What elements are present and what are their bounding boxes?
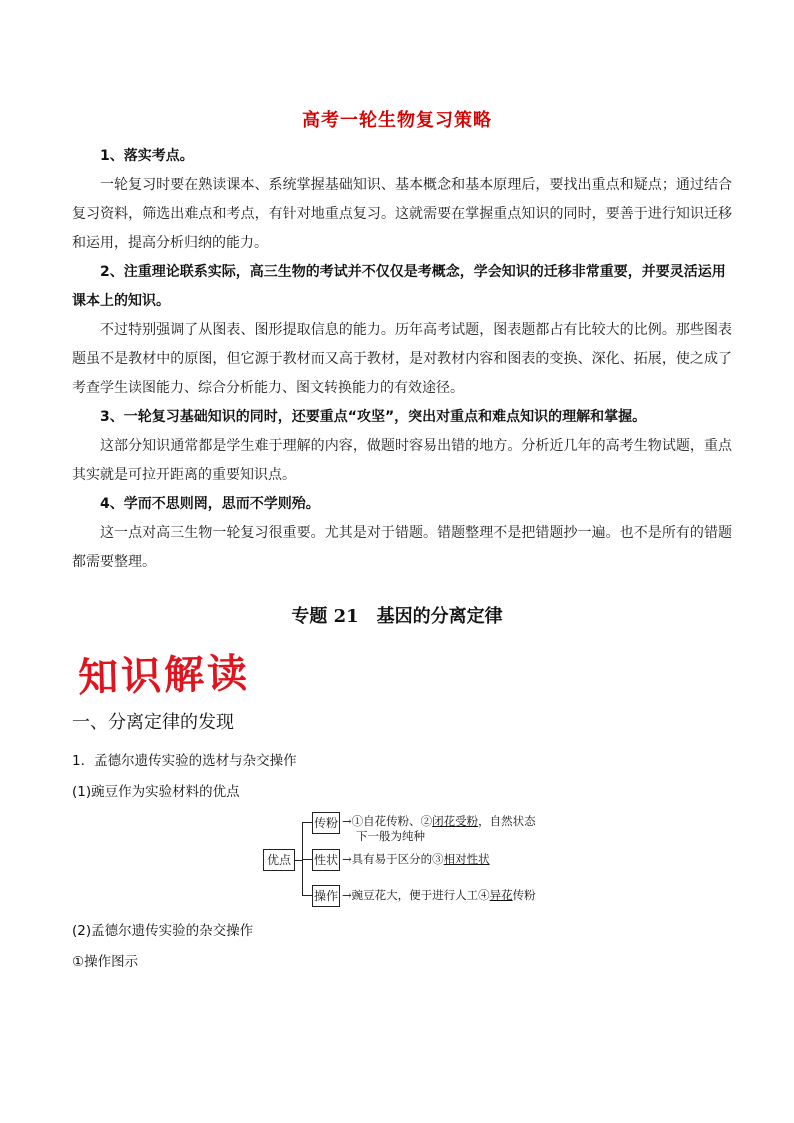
strategy-body-3: 这部分知识通常都是学生难于理解的内容，做题时容易出错的地方。分析近几年的高考生物试题，重点其实就是可拉开距离的重要知识点。: [72, 438, 732, 483]
subheading-1: 1．孟德尔遗传实验的选材与杂交操作: [72, 753, 297, 769]
subheading-1b-i: ①操作图示: [72, 954, 139, 970]
diagram-root-box: 优点: [263, 849, 295, 871]
subheading-1a: (1)豌豆作为实验材料的优点: [72, 784, 240, 800]
diagram-connector: [302, 895, 312, 896]
diagram-text: →具有易于区分的③: [342, 852, 444, 866]
strategy-heading-1: 1、落实考点。: [100, 148, 194, 164]
diagram-branch-text-1: [342, 813, 536, 829]
diagram-text: →豌豆花大，便于进行人工④: [342, 888, 490, 902]
diagram-underline-text: 异花: [489, 888, 513, 902]
diagram-branch-box-1: 传粉: [312, 812, 340, 834]
strategy-heading-2: 2、注重理论联系实际，高三生物的考试并不仅仅是考概念，学会知识的迁移非常重要，并要灵活运用课本上的知识。: [72, 264, 726, 309]
strategy-body-2: 不过特别强调了从图表、图形提取信息的能力。历年高考试题，图表题都占有比较大的比例。那些图表题虽不是教材中的原图，但它源于教材而又高于教材，是对教材内容和图表的变换、深化、拓展，使之成了考查学生读图能力、综合分析能力、图文转换能力的有效途径。: [72, 322, 732, 396]
diagram-text: →①自花传粉、②: [342, 814, 433, 828]
strategy-title: 高考一轮生物复习策略: [302, 110, 492, 131]
strategy-heading-4: 4、学而不思则罔，思而不学则殆。: [100, 496, 320, 512]
diagram-underline-text: 闭花受粉: [432, 814, 479, 828]
diagram-branch-box-3: 操作: [312, 885, 340, 907]
diagram-connector: [302, 859, 312, 860]
strategy-section: [72, 142, 732, 577]
diagram-branch-box-2: 性状: [312, 849, 340, 871]
diagram-connector: [302, 822, 312, 823]
diagram-branch-text-2: [342, 851, 490, 867]
subheading-1b: (2)孟德尔遗传实验的杂交操作: [72, 923, 254, 939]
diagram-branch-text-3: [342, 887, 536, 903]
strategy-heading-3: 3、一轮复习基础知识的同时，还要重点“攻坚”，突出对重点和难点知识的理解和掌握。: [100, 409, 647, 425]
strategy-body-1: 一轮复习时要在熟读课本、系统掌握基础知识、基本概念和基本原理后，要找出重点和疑点；通过结合复习资料，筛选出难点和考点，有针对地重点复习。这就需要在掌握重点知识的同时，要善于进行知识迁移和运用，提高分析归纳的能力。: [72, 177, 732, 251]
diagram-underline-text: 相对性状: [443, 852, 490, 866]
topic-title: 专题 21 基因的分离定律: [291, 606, 503, 627]
diagram-connector: [294, 860, 302, 861]
diagram-text: ，自然状态: [478, 814, 536, 828]
strategy-body-4: 这一点对高三生物一轮复习很重要。尤其是对于错题。错题整理不是把错题抄一遍。也不是所有的错题都需要整理。: [72, 525, 732, 570]
section-heading: 一、分离定律的发现: [72, 712, 234, 733]
knowledge-banner: 知识解读: [77, 650, 251, 702]
diagram-branch-text-1b: 下一般为纯种: [356, 829, 425, 843]
diagram-text: 传粉: [512, 888, 536, 902]
